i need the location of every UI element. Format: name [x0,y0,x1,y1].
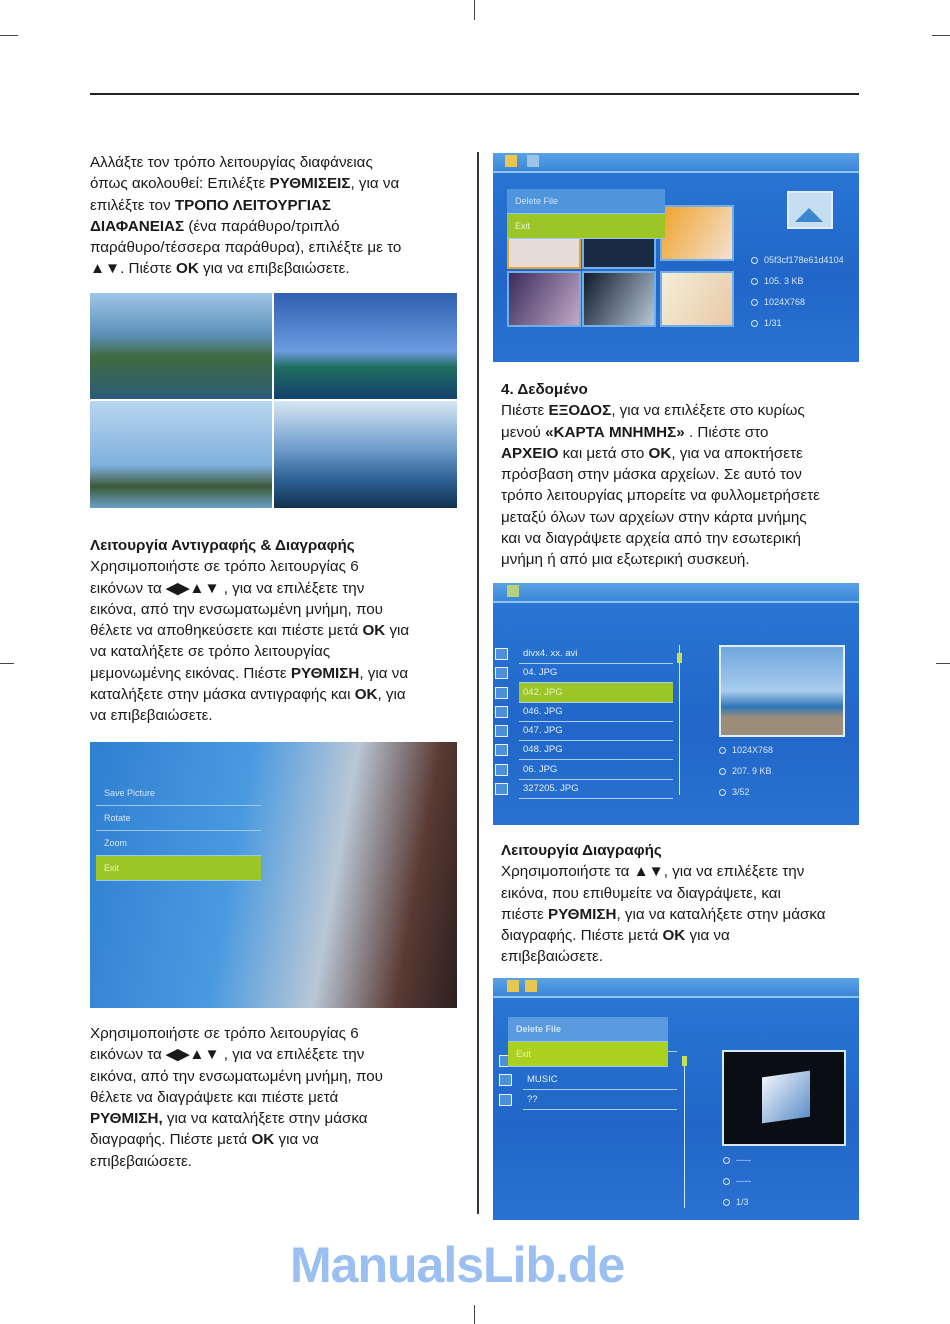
folder-icon [505,155,517,167]
menu-item-delete-file[interactable]: Delete File [507,189,665,214]
text-line [501,861,826,882]
bold-text: ◀▶▲▼ [166,1046,220,1064]
text-line [90,599,409,620]
text-line [90,556,409,577]
intro-paragraph [90,152,401,280]
text-line [90,216,401,237]
text: εικόνων τα [90,579,167,597]
text-line [90,620,409,641]
text: να επιβεβαιώσετε. [90,707,213,725]
file-browser-screen [493,583,859,825]
menu-item-exit[interactable]: Exit [508,1042,668,1067]
text-line [90,1151,383,1172]
folder-preview [722,1050,846,1146]
text: για [385,622,410,640]
text: και μετά στο [558,444,649,462]
text-line [501,443,820,464]
text-line [90,641,409,662]
text-line [90,1087,383,1108]
preview-image [719,645,845,737]
text: επιβεβαιώσετε. [90,1152,193,1170]
file-name: 06. JPG [519,760,673,780]
thumbnail[interactable] [660,205,734,261]
text-line [90,1023,383,1044]
folder-icon [507,980,519,992]
file-name: 047. JPG [519,721,673,741]
delete-menu [507,189,665,239]
menu-item-exit[interactable]: Exit [96,856,261,881]
text-line [90,152,401,173]
bold-text: ΡΥΘΜΙΣΗ [290,664,360,682]
text-line [90,1066,383,1087]
bold-text: OK [648,444,672,462]
image-icon [787,191,833,229]
text: , για να επιλέξετε στο κυρίως [611,402,805,420]
text-line [501,904,826,925]
bold-text: Λειτουργία Διαγραφής [501,842,662,859]
bold-text: ΕΞΟΔΟΣ [548,402,612,420]
file-name: MUSIC [523,1070,677,1090]
text-line [501,549,820,570]
delete-menu [508,1017,668,1067]
text-line [90,705,409,726]
text: εικόνων τα [90,1046,167,1064]
text: εικόνα, από την ενσωματωμένη μνήμη, που [90,1067,383,1085]
crop-mark [0,35,18,36]
file-info [723,1150,751,1213]
crop-mark [932,35,950,36]
text: για να [274,1131,319,1149]
file-name: 05f3cf178e61d4104 [764,255,844,265]
text: παράθυρο/τέσσερα παράθυρα), επιλέξτε με το [90,239,402,257]
text: θέλετε να διαγράψετε και πιέστε μετά [90,1088,339,1106]
text: και να διαγράψετε αρχεία από την εσωτερική [501,530,801,548]
file-index: 1/3 [736,1197,749,1207]
crop-mark [0,663,14,664]
bold-text: ΡΥΘΜΙΣΗ [548,905,617,923]
text: θέλετε να αποθηκεύσετε και πιέστε μετά [90,622,363,640]
text: , για να επιλέξετε την [219,1046,365,1064]
text: επιβεβαιώσετε. [501,948,604,966]
text: , για να επιλέξετε την [663,863,805,881]
text-line [501,840,826,861]
text: επιλέξτε τον [90,196,175,214]
text: μεταξύ όλων των αρχείων στην κάρτα μνήμης [501,508,807,526]
scrollbar[interactable] [684,1056,685,1208]
text: Χρησιμοποιήστε τα [501,863,634,881]
text: τρόπο λειτουργίας μπορείτε να φυλλομετρήσετε [501,487,820,505]
file-name: 046. JPG [519,702,673,722]
file-index: 1/31 [764,318,782,328]
column-divider [477,152,479,1214]
bold-text: 4. Δεδομένο [501,381,588,398]
thumbnail[interactable] [507,271,581,327]
text-line [90,1108,383,1129]
menu-item-save-picture[interactable]: Save Picture [96,781,261,806]
bold-text: «ΚΑΡΤΑ ΜΝΗΜΗΣ» [545,423,685,441]
text-line [501,379,820,400]
text: εικόνα, που επιθυμείτε να διαγράψετε, και [501,884,781,902]
thumbnail[interactable] [660,271,734,327]
text: Χρησιμοποιήστε σε τρόπο λειτουργίας 6 [90,1025,359,1042]
text: . Πιέστε [120,260,176,278]
bold-text: ΔΙΑΦΑΝΕΙΑΣ [90,217,185,235]
file-index: 3/52 [732,787,750,797]
scrollbar[interactable] [679,645,680,795]
thumbnail[interactable] [582,271,656,327]
file-size: 207. 9 KB [732,766,772,776]
bold-text: Λειτουργία Αντιγραφής & Διαγραφής [90,537,355,554]
crop-mark [936,663,950,664]
data-section [501,379,820,571]
text: για να [685,927,730,945]
text: εικόνα, από την ενσωματωμένη μνήμη, που [90,600,383,618]
text: μνήμη ή από μια εξωτερική συσκευή. [501,551,750,569]
file-name: 327205. JPG [519,779,673,799]
text: , για [377,686,406,704]
delete-paragraph [90,1023,383,1172]
thumbnail-screen [493,153,859,362]
folder-icon [507,585,519,597]
text: για να καταλήξετε στην μάσκα [162,1110,368,1128]
text-line [90,535,409,556]
info-value: ----- [736,1176,751,1186]
text-line [501,946,826,967]
text-line [90,1044,383,1065]
crop-mark [474,0,475,20]
text: Πιέστε [501,402,549,420]
quad-window-photo [90,293,457,508]
text-line [501,400,820,421]
delete-file-screen [493,978,859,1220]
text-line [501,422,820,443]
watermark: ManualsLib.de [290,1237,625,1293]
text: Χρησιμοποιήστε σε τρόπο λειτουργίας 6 [90,558,359,576]
image-file-icon [495,687,508,699]
text-line [90,1129,383,1150]
image-file-icon [495,667,508,679]
folder-icon [762,1071,810,1124]
text-line [90,173,401,194]
bold-text: OK [251,1131,275,1149]
text-line [501,925,826,946]
bold-text: ▲▼ [633,863,664,881]
image-file-icon [495,764,508,776]
text: πρόσβαση στην μάσκα αρχείων. Σε αυτό τον [501,466,802,484]
text-line [501,485,820,506]
text: διαγραφής. Πιέστε μετά [501,927,663,945]
image-file-icon [495,783,508,795]
bold-text: ΤΡΟΠΟ ΛΕΙΤΟΥΡΓΙΑΣ [174,196,332,214]
menu-item-rotate[interactable]: Rotate [96,806,261,831]
bold-text: ΡΥΘΜΙΣΕΙΣ [269,175,351,193]
bold-text: ◀▶▲▼ [166,579,220,597]
file-name: divx4. xx. avi [519,644,673,664]
file-name: 048. JPG [519,740,673,760]
text-line [501,883,826,904]
bold-text: OK [662,927,686,945]
file-size: 105. 3 KB [764,276,804,286]
bold-text: ▲▼ [90,260,121,278]
file-info [719,740,773,803]
file-name: ?? [523,1090,677,1110]
crop-mark [474,1305,475,1324]
info-value: ----- [736,1155,751,1165]
file-info [751,250,844,334]
file-name: 04. JPG [519,663,673,683]
text: καταλήξετε στην μάσκα αντιγραφής και [90,686,355,704]
text-line [90,237,401,258]
text: , για να [359,664,409,682]
menu-item-zoom[interactable]: Zoom [96,831,261,856]
text-line [90,195,401,216]
video-icon [495,648,508,660]
screen-topbar [493,153,859,173]
text: όπως ακολουθεί: Επιλέξτε [90,175,270,193]
text-line [501,464,820,485]
text: , για να αποκτήσετε [671,444,803,462]
text: , για να καταλήξετε στην μάσκα [616,905,826,923]
bold-text: OK [354,686,378,704]
image-file-icon [495,706,508,718]
picture-icon [527,155,539,167]
text: να καταλήξετε σε τρόπο λειτουργίας [90,643,331,661]
folder-icon [499,1074,512,1086]
file-name: 042. JPG [519,683,673,703]
image-file-icon [495,744,508,756]
menu-item-delete-file[interactable]: Delete File [508,1017,668,1042]
text-line [501,528,820,549]
screen-topbar [493,978,859,998]
text: , για να επιλέξετε την [219,579,365,597]
screen-topbar [493,583,859,603]
header-rule [90,93,859,95]
photo-menu [96,781,261,881]
resolution: 1024X768 [764,297,806,307]
text: διαγραφής. Πιέστε μετά [90,1131,252,1149]
bold-text: ΑΡΧΕΙΟ [501,444,559,462]
text: (ένα παράθυρο/τριπλό [184,217,340,235]
text: μεμονωμένης εικόνας. Πιέστε [90,664,291,682]
text: Αλλάξτε τον τρόπο λειτουργίας διαφάνειας [90,154,373,171]
folder-icon [525,980,537,992]
bold-text: OK [176,260,199,278]
text-line [90,684,409,705]
text-line [501,507,820,528]
text: πιέστε [501,905,548,923]
bold-text: OK [362,622,386,640]
text-line [90,663,409,684]
text-line [90,258,401,279]
text: για να επιβεβαιώσετε. [198,260,350,278]
text: μενού [501,423,546,441]
text: , για να [350,175,400,193]
resolution: 1024X768 [732,745,774,755]
folder-icon [499,1094,512,1106]
copy-delete-section [90,535,409,727]
text: . Πιέστε στο [684,423,769,441]
delete-section [501,840,826,968]
copy-menu-photo [90,742,457,1008]
bold-text: ΡΥΘΜΙΣΗ, [90,1110,163,1128]
text-line [90,578,409,599]
menu-item-exit[interactable]: Exit [507,214,665,239]
image-file-icon [495,725,508,737]
